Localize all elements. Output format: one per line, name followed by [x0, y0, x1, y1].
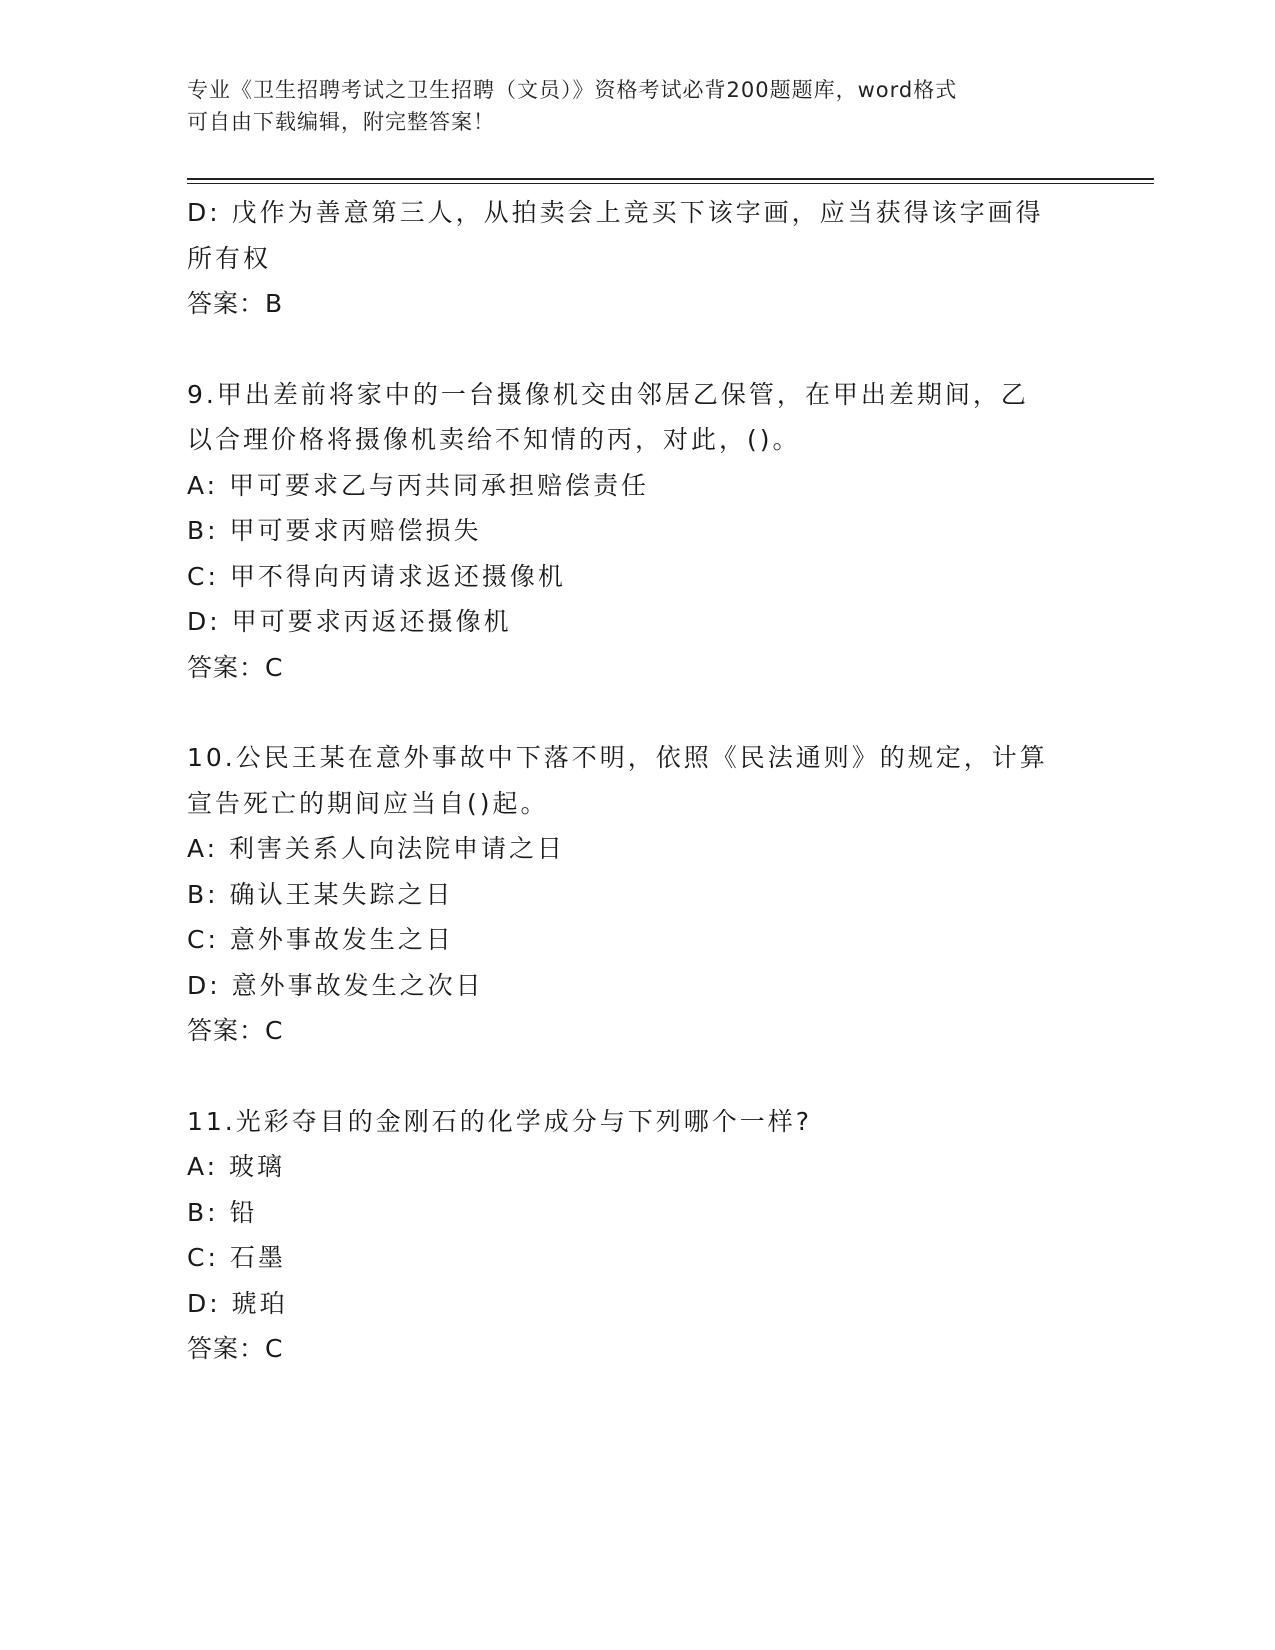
question-stem-line-1: 9.甲出差前将家中的一台摄像机交由邻居乙保管，在甲出差期间，乙: [187, 379, 1029, 409]
option-d-line-1: D: 戊作为善意第三人，从拍卖会上竞买下该字画，应当获得该字画得: [187, 198, 1044, 227]
option-a: A: 玻璃: [187, 1152, 286, 1181]
question-stem-line-2: 以合理价格将摄像机卖给不知情的丙，对此，()。: [187, 425, 801, 454]
question-9: [187, 372, 1087, 691]
option-b: B: 甲可要求丙赔偿损失: [187, 516, 482, 545]
option-c: C: 石墨: [187, 1243, 286, 1272]
option-d: D: 甲可要求丙返还摄像机: [187, 607, 512, 636]
question-stem-line-1: 10.公民王某在意外事故中下落不明，依照《民法通则》的规定，计算: [187, 743, 1048, 772]
answer-line: 答案：C: [187, 1016, 284, 1045]
answer-line: 答案：C: [187, 1334, 284, 1363]
option-d: D: 意外事故发生之次日: [187, 970, 484, 1000]
question-stem-line-1: 11.光彩夺目的金刚石的化学成分与下列哪个一样?: [187, 1106, 813, 1136]
option-b: B: 铅: [187, 1197, 258, 1227]
header-line-2: 可自由下载编辑，附完整答案！: [187, 110, 495, 134]
option-a: A: 利害关系人向法院申请之日: [187, 834, 566, 863]
header-rule-thin: [187, 183, 1154, 184]
question-content: [187, 190, 1087, 1372]
previous-question-tail: [187, 190, 1087, 327]
question-11: [187, 1099, 1087, 1372]
option-a: A: 甲可要求乙与丙共同承担赔偿责任: [187, 470, 650, 500]
answer-line: 答案：C: [187, 652, 284, 682]
answer-line: 答案：B: [187, 289, 284, 318]
option-d: D: 琥珀: [187, 1288, 288, 1318]
header-rule-thick: [187, 178, 1154, 180]
document-header: [187, 74, 1087, 138]
question-stem-line-2: 宣告死亡的期间应当自()起。: [187, 788, 549, 818]
option-c: C: 意外事故发生之日: [187, 925, 454, 954]
option-b: B: 确认王某失踪之日: [187, 879, 454, 909]
question-10: [187, 735, 1087, 1054]
header-line-1: 专业《卫生招聘考试之卫生招聘（文员）》资格考试必背200题题库，word格式: [187, 78, 958, 102]
option-d-line-2: 所有权: [187, 243, 272, 273]
option-c: C: 甲不得向丙请求返还摄像机: [187, 561, 566, 591]
